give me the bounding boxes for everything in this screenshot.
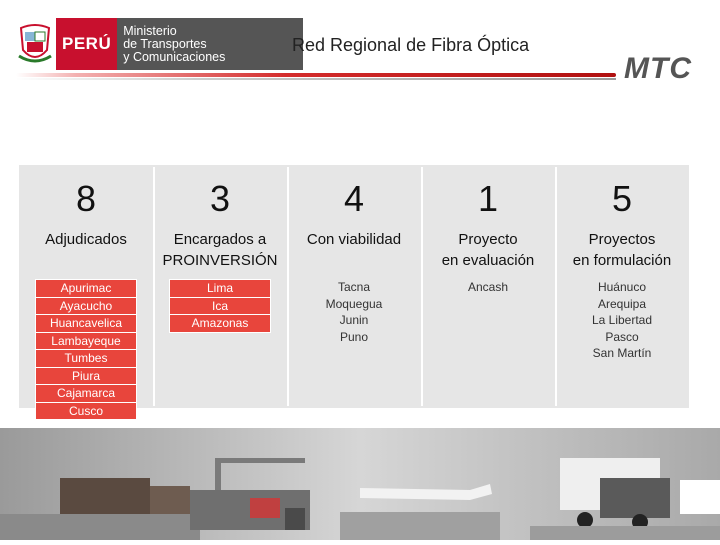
status-panel — [19, 165, 689, 418]
region-item: Huánuco — [597, 280, 647, 294]
status-column-evaluacion — [421, 165, 555, 408]
region-item: Pasco — [605, 329, 639, 344]
region-item: La Libertad — [591, 313, 653, 327]
region-item: Junin — [339, 313, 369, 327]
region-item: Amazonas — [169, 315, 271, 333]
region-item: Ancash — [467, 280, 509, 294]
status-label — [19, 229, 153, 271]
transport-photo-strip — [0, 428, 720, 540]
country-label: PERÚ — [56, 18, 117, 70]
region-item: Tacna — [337, 280, 371, 294]
status-label-line: en formulación — [572, 252, 672, 269]
region-item: Huancavelica — [35, 315, 137, 333]
region-item: Cusco — [35, 403, 137, 421]
status-label — [421, 229, 555, 271]
status-column-proinversion — [153, 165, 287, 408]
region-item: Lima — [169, 279, 271, 298]
ministry-logo — [14, 18, 303, 70]
region-item: San Martín — [592, 346, 652, 360]
ministry-line: Ministerio — [123, 23, 177, 38]
status-label-line: Adjudicados — [45, 231, 127, 248]
ministry-line: de Transportes — [123, 36, 207, 51]
header-divider-shadow — [16, 78, 616, 80]
region-list — [169, 279, 271, 333]
status-label — [153, 229, 287, 271]
region-list — [571, 279, 673, 362]
status-count: 4 — [343, 178, 365, 219]
ministry-line: y Comunicaciones — [123, 49, 226, 64]
status-label — [287, 229, 421, 271]
region-item: Tumbes — [35, 350, 137, 368]
status-label-line: Encargados a — [173, 231, 267, 248]
status-label-line: Proyectos — [588, 231, 656, 248]
region-item: Piura — [35, 368, 137, 386]
region-list — [35, 279, 137, 420]
region-item: Cajamarca — [35, 385, 137, 403]
ministry-name — [117, 18, 303, 70]
region-item: Ica — [169, 298, 271, 316]
status-count: 8 — [75, 178, 97, 219]
region-list — [437, 279, 539, 296]
region-item: Puno — [339, 329, 369, 344]
header-divider — [16, 73, 616, 77]
status-column-viabilidad — [287, 165, 421, 408]
region-item: Arequipa — [597, 296, 647, 311]
status-label — [555, 229, 689, 271]
region-item: Ayacucho — [35, 298, 137, 316]
status-label-line: en evaluación — [441, 252, 535, 269]
status-count: 5 — [611, 178, 633, 219]
status-label-line: Con viabilidad — [306, 231, 402, 248]
brand-logo: MTC — [624, 52, 692, 85]
status-column-formulacion — [555, 165, 689, 408]
region-item: Lambayeque — [35, 333, 137, 351]
region-item: Moquegua — [325, 296, 383, 311]
region-list — [303, 279, 405, 345]
status-column-adjudicados — [19, 165, 153, 418]
status-count: 1 — [477, 178, 499, 219]
status-count: 3 — [209, 178, 231, 219]
coat-of-arms-icon — [14, 18, 56, 70]
region-item: Apurimac — [35, 279, 137, 298]
status-label-line: Proyecto — [458, 231, 518, 248]
status-label-line: PROINVERSIÓN — [162, 252, 278, 269]
page-title: Red Regional de Fibra Óptica — [292, 35, 530, 55]
